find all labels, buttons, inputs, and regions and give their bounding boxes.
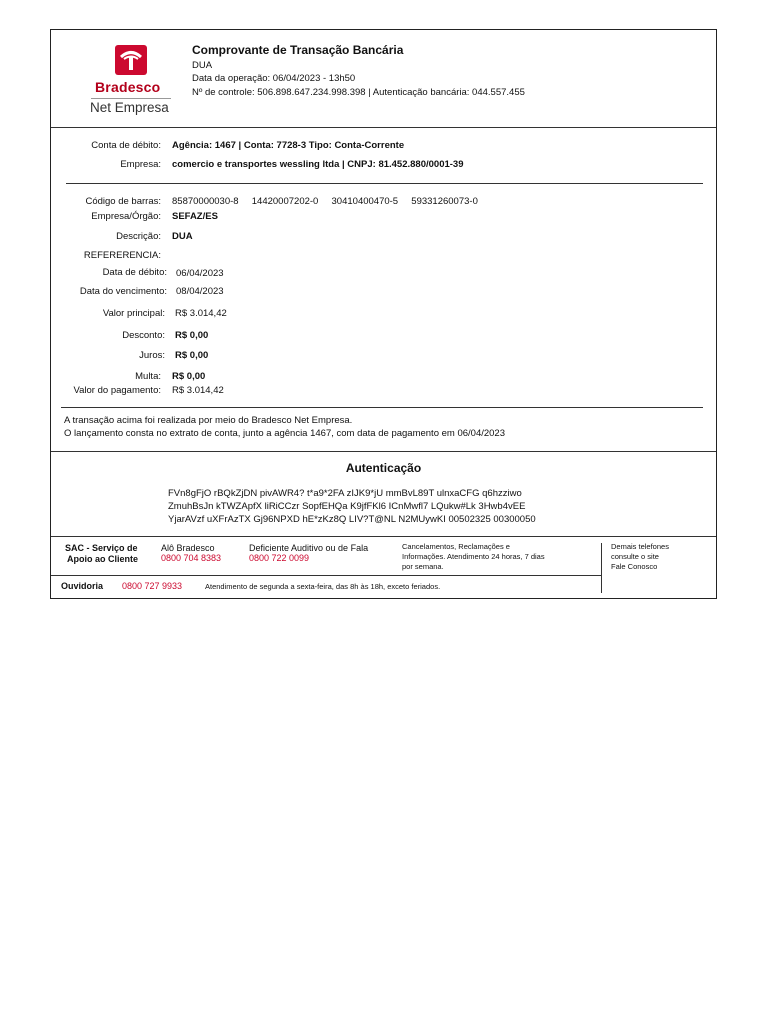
info-line-3: por semana. bbox=[402, 562, 444, 571]
deficiente-phone: 0800 722 0099 bbox=[249, 553, 310, 563]
auth-code-line-2: ZmuhBsJn kTWZApfX liRiCCzr SopfEHQa K9jfFKl6 ICnMwfl7 LQukw#Lk 3Hwb4vEE bbox=[168, 501, 526, 512]
org-label: Empresa/Órgão: bbox=[91, 211, 161, 222]
document-type: DUA bbox=[192, 60, 213, 71]
discount-value: R$ 0,00 bbox=[175, 330, 209, 341]
barcode-value: 85870000030-8 14420007202-0 30410400470-5 59331260073-0 bbox=[172, 196, 478, 207]
ouvidoria-phone: 0800 727 9933 bbox=[122, 581, 183, 591]
description-value: DUA bbox=[172, 231, 193, 242]
principal-value: R$ 3.014,42 bbox=[175, 308, 227, 319]
fine-label: Multa: bbox=[135, 371, 161, 382]
auth-title: Autenticação bbox=[345, 461, 422, 475]
debit-date-label: Data de débito: bbox=[102, 267, 167, 278]
auth-divider bbox=[51, 451, 716, 452]
sac-title-2: Apoio ao Cliente bbox=[67, 554, 139, 564]
note-line-2: O lançamento consta no extrato de conta, junto a agência 1467, com data de pagamento em 06/04/2023 bbox=[64, 428, 505, 439]
bradesco-logo bbox=[89, 42, 175, 118]
interest-value: R$ 0,00 bbox=[175, 350, 209, 361]
alo-bradesco-label: Alô Bradesco bbox=[161, 543, 215, 553]
other-phones-1: Demais telefones bbox=[611, 542, 669, 551]
fine-value: R$ 0,00 bbox=[172, 371, 206, 382]
note-line-1: A transação acima foi realizada por meio do Bradesco Net Empresa. bbox=[64, 415, 353, 426]
due-date-label: Data do vencimento: bbox=[79, 286, 167, 297]
discount-label: Desconto: bbox=[122, 330, 165, 341]
footer-divider bbox=[51, 536, 716, 537]
interest-label: Juros: bbox=[139, 350, 165, 361]
footer-vertical-divider bbox=[601, 543, 602, 593]
page-title: Comprovante de Transação Bancária bbox=[192, 43, 404, 57]
fale-conosco-link[interactable]: Fale Conosco bbox=[611, 562, 658, 571]
alo-bradesco-phone: 0800 704 8383 bbox=[161, 553, 222, 563]
details-divider bbox=[61, 407, 703, 408]
due-date-value: 08/04/2023 bbox=[176, 286, 224, 297]
deficiente-label: Deficiente Auditivo ou de Fala bbox=[249, 543, 369, 553]
description-label: Descrição: bbox=[116, 231, 161, 242]
barcode-label: Código de barras: bbox=[85, 196, 161, 207]
reference-label: REFERERENCIA: bbox=[83, 250, 161, 261]
info-line-1: Cancelamentos, Reclamações e bbox=[402, 542, 510, 551]
auth-code-line-1: FVn8gFjO rBQkZjDN pivAWR4? t*a9*2FA zIJK9*jU mmBvL89T ulnxaCFG q6hzziwo bbox=[168, 488, 522, 499]
logo-product: Net Empresa bbox=[90, 100, 169, 115]
payment-value: R$ 3.014,42 bbox=[172, 385, 224, 396]
ouvidoria-label: Ouvidoria bbox=[61, 581, 104, 591]
principal-label: Valor principal: bbox=[102, 308, 165, 319]
logo-brand: Bradesco bbox=[95, 79, 161, 95]
debit-account-label: Conta de débito: bbox=[91, 140, 161, 151]
header-divider bbox=[51, 127, 716, 128]
org-value: SEFAZ/ES bbox=[172, 211, 218, 222]
debit-account-value: Agência: 1467 | Conta: 7728-3 Tipo: Conta-Corrente bbox=[172, 140, 405, 151]
account-divider bbox=[66, 183, 703, 184]
ouvidoria-hours: Atendimento de segunda a sexta-feira, das 8h às 18h, exceto feriados. bbox=[205, 582, 441, 591]
ouvidoria-divider bbox=[51, 575, 601, 576]
receipt-document bbox=[50, 29, 717, 599]
other-phones-2: consulte o site bbox=[611, 552, 659, 561]
bradesco-tree-icon bbox=[115, 45, 147, 75]
company-label: Empresa: bbox=[120, 159, 161, 170]
payment-label: Valor do pagamento: bbox=[73, 385, 161, 396]
operation-date: Data da operação: 06/04/2023 - 13h50 bbox=[192, 73, 356, 84]
debit-date-value: 06/04/2023 bbox=[176, 268, 224, 279]
company-value: comercio e transportes wessling ltda | CNPJ: 81.452.880/0001-39 bbox=[172, 159, 464, 170]
control-number: Nº de controle: 506.898.647.234.998.398 | Autenticação bancária: 044.557.455 bbox=[192, 87, 525, 98]
sac-title-1: SAC - Serviço de bbox=[65, 543, 138, 553]
auth-code-line-3: YjarAVzf uXFrAzTX Gj96NPXD hE*zKz8Q LIV?T@NL N2MUywKI 00502325 00300050 bbox=[168, 514, 536, 525]
info-line-2: Informações. Atendimento 24 horas, 7 dias bbox=[402, 552, 545, 561]
